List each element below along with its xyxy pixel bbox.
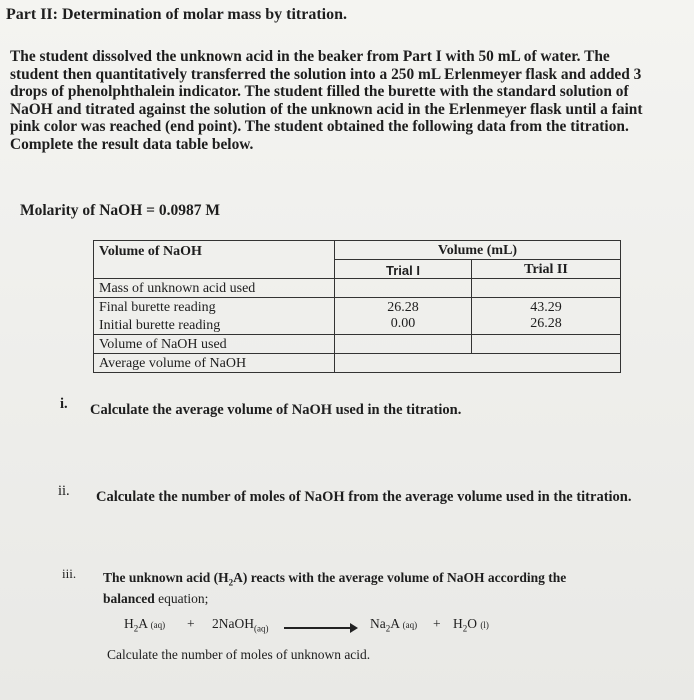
question-3-number: iii.: [62, 566, 77, 581]
q3-text-part: equation;: [154, 590, 209, 606]
eq-text: A: [390, 616, 400, 631]
molarity-label: Molarity of NaOH = 0.0987 M: [20, 202, 220, 219]
header-spacer: [94, 260, 335, 279]
equation-h2a: [124, 616, 165, 634]
eq-state: (aq): [254, 623, 269, 634]
trial-2-cell[interactable]: [472, 354, 621, 373]
eq-state: (aq): [402, 620, 418, 630]
equation-plus: +: [433, 616, 441, 631]
eq-text: O: [467, 616, 477, 631]
paragraph-line: drops of phenolphthalein indicator. The student filled the burette with the standard solution of: [10, 83, 629, 100]
eq-text: 2NaOH: [212, 616, 254, 631]
question-3-text: [103, 570, 566, 607]
row-label: Initial burette reading: [94, 316, 335, 335]
header-trial-1: Trial I: [335, 260, 472, 279]
q3-text-part: The unknown acid (H: [103, 570, 229, 585]
result-data-table: [93, 240, 621, 373]
equation-h2o: [453, 616, 489, 634]
paragraph-line: Complete the result data table below.: [10, 135, 254, 153]
header-volume-naoh: Volume of NaOH: [94, 241, 335, 260]
table-row: [94, 279, 621, 298]
eq-sub: 2: [133, 623, 139, 634]
header-volume-ml: Volume (mL): [335, 241, 621, 260]
row-label: Final burette reading: [94, 298, 335, 317]
trial-1-cell[interactable]: [335, 279, 472, 298]
q3-bold-word: balanced: [103, 590, 155, 606]
equation-naoh: [212, 616, 269, 634]
arrowhead-icon: [350, 623, 358, 633]
eq-sub: 2: [385, 623, 391, 634]
trial-2-cell[interactable]: 43.29: [472, 298, 621, 317]
question-1-number: i.: [60, 396, 68, 412]
table-row: [94, 335, 621, 354]
paragraph-line: The student dissolved the unknown acid in the beaker from Part I with 50 mL of water. The: [10, 48, 610, 65]
q3-subscript: 2: [228, 577, 234, 588]
eq-text: H: [453, 616, 463, 631]
q3-text-part: A) reacts with the average volume of NaOH according the: [233, 570, 567, 585]
eq-text: A: [138, 616, 148, 631]
eq-text: Na: [370, 616, 386, 631]
paragraph-line: pink color was reached (end point). The student obtained the following data from the titration.: [10, 118, 629, 135]
trial-1-cell[interactable]: [335, 354, 472, 373]
question-3-instruction: Calculate the number of moles of unknown acid.: [107, 647, 371, 662]
paragraph-line: NaOH and titrated against the solution of the unknown acid in the Erlenmeyer flask until a faint: [10, 100, 643, 118]
eq-state: (aq): [150, 620, 166, 630]
eq-sub: 2: [462, 623, 468, 634]
page-title: Part II: Determination of molar mass by titration.: [6, 6, 347, 23]
equation-plus: +: [187, 616, 195, 631]
trial-1-cell[interactable]: 26.28: [335, 298, 472, 317]
table-row: [94, 298, 621, 317]
trial-2-cell[interactable]: [472, 279, 621, 298]
row-label: Average volume of NaOH: [94, 354, 335, 373]
trial-1-cell[interactable]: 0.00: [335, 316, 472, 335]
question-1-text: Calculate the average volume of NaOH used in the titration.: [90, 402, 462, 418]
paragraph-line: student then quantitatively transferred the solution into a 250 mL Erlenmeyer flask and added 3: [10, 65, 642, 83]
eq-state: (l): [480, 620, 489, 630]
row-label: Volume of NaOH used: [94, 335, 335, 354]
reaction-arrow: [284, 627, 352, 629]
equation-na2a: [370, 616, 417, 634]
table-row: [94, 354, 621, 373]
eq-text: H: [124, 616, 134, 631]
question-2-number: ii.: [58, 483, 70, 499]
trial-2-cell[interactable]: [472, 335, 621, 354]
table-row: [94, 316, 621, 335]
trial-1-cell[interactable]: [335, 335, 472, 354]
row-label: Mass of unknown acid used: [94, 279, 335, 298]
intro-paragraph: [10, 48, 690, 153]
header-trial-2: Trial II: [472, 260, 621, 279]
trial-2-cell[interactable]: 26.28: [472, 316, 621, 335]
question-2-text: Calculate the number of moles of NaOH from the average volume used in the titration.: [96, 489, 632, 505]
